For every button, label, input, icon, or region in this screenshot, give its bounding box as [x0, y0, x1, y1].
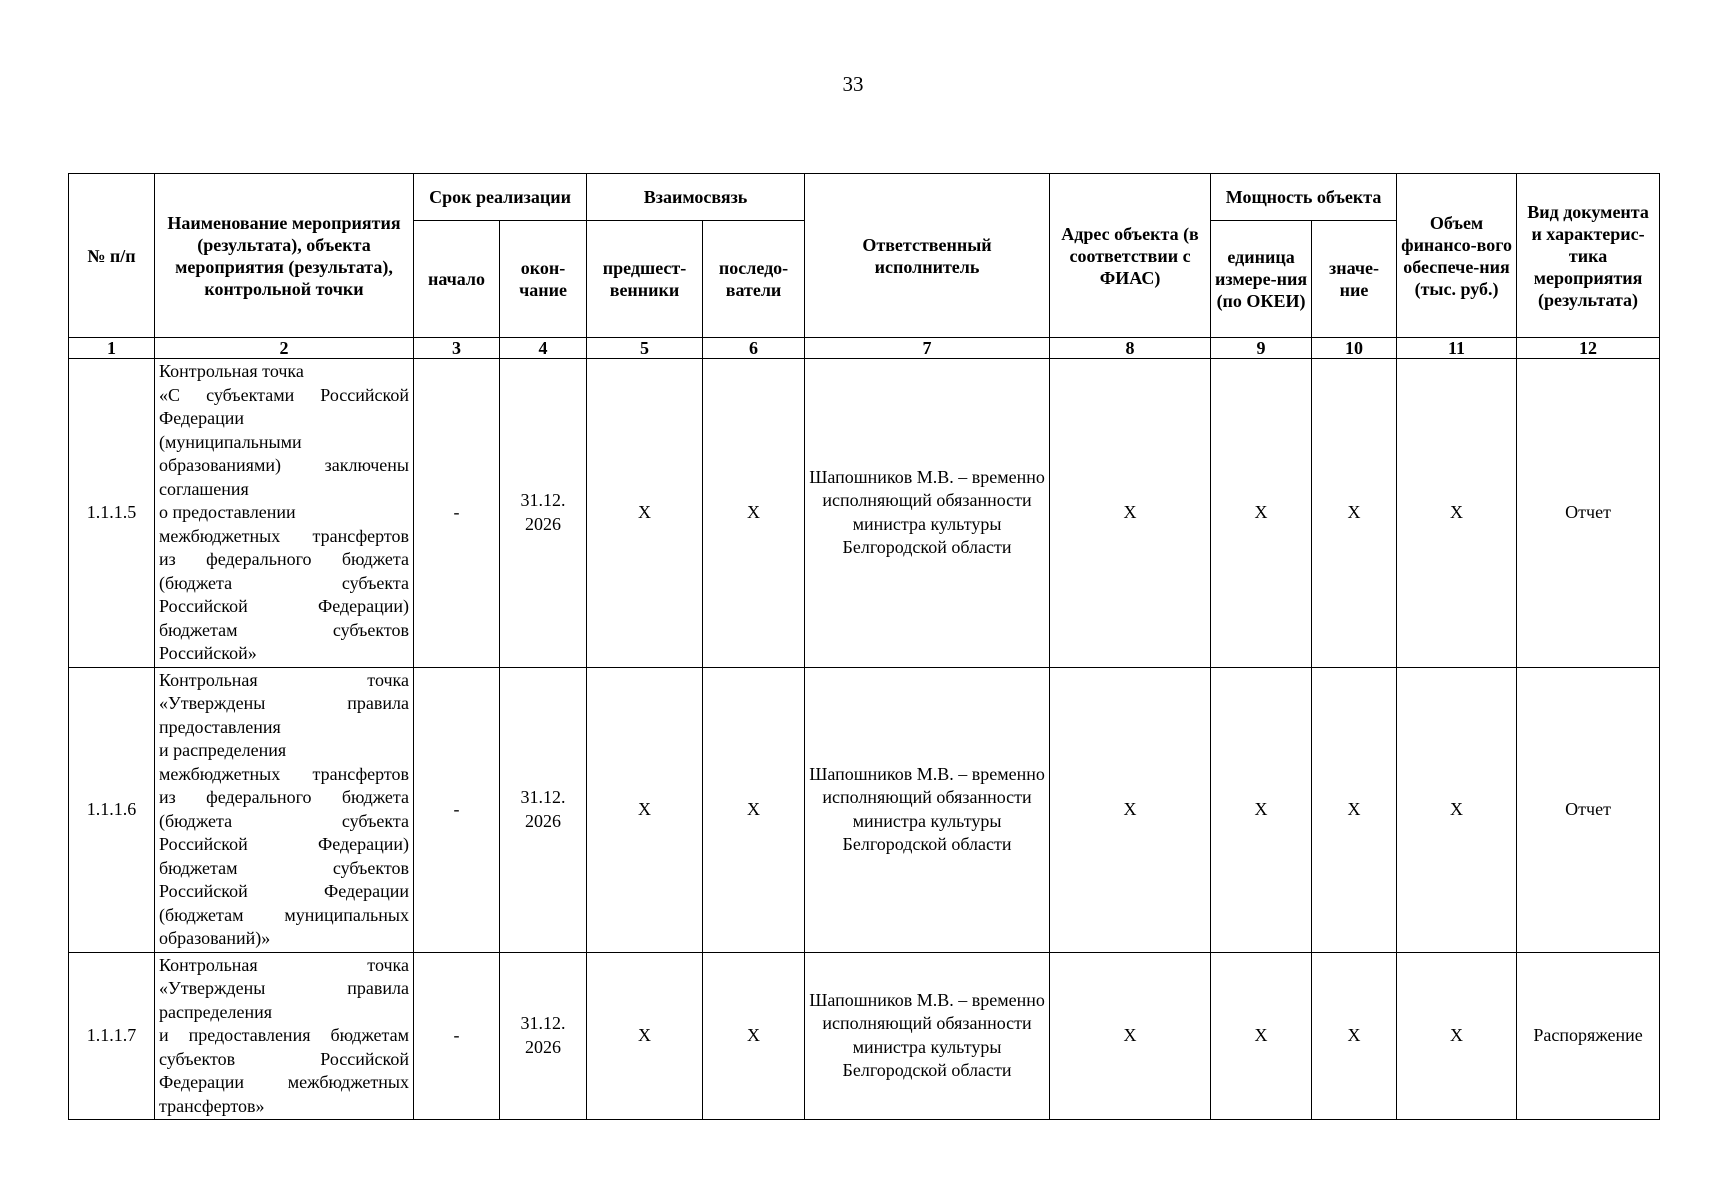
column-number: 1 [69, 338, 155, 359]
header-capacity: Мощность объекта [1211, 174, 1397, 221]
activity-name-line: образованиями) заключены [159, 455, 409, 475]
column-number: 10 [1312, 338, 1397, 359]
activity-name-line: (бюджетам муниципальных [159, 904, 409, 925]
unit: X [1211, 952, 1312, 1120]
header-responsible: Ответственный исполнитель [805, 174, 1050, 338]
responsible: Шапошников М.В. – временно исполняющий обязанности министра культуры Белгородской области [805, 359, 1050, 668]
column-numbers-row [69, 338, 1660, 359]
header-period-start: начало [414, 221, 500, 338]
page-number: 33 [842, 72, 864, 96]
column-number: 3 [414, 338, 500, 359]
activity-name-line: межбюджетных трансфертов [159, 525, 409, 546]
table-row [69, 667, 1660, 952]
column-number: 4 [500, 338, 587, 359]
activity-name-line: субъектов Российской [159, 1048, 409, 1069]
activity-name-line: Российской Федерации) [159, 596, 409, 616]
activity-name-line: соглашения [159, 478, 249, 499]
end-date: 31.12. 2026 [500, 952, 587, 1120]
activity-name-line: «С субъектами Российской [159, 384, 409, 405]
activity-name-line: образований)» [159, 928, 271, 948]
column-number: 6 [703, 338, 805, 359]
activity-name-line: Контрольная точка [159, 361, 304, 381]
activity-name-line: из федерального бюджета [159, 549, 409, 569]
activity-name-line: Федерации межбюджетных [159, 1072, 409, 1092]
header-no: № п/п [69, 174, 155, 338]
responsible: Шапошников М.В. – временно исполняющий обязанности министра культуры Белгородской области [805, 952, 1050, 1120]
activity-name-line: (бюджета субъекта [159, 810, 409, 831]
activity-name-line: трансфертов» [159, 1095, 265, 1116]
finance: X [1397, 952, 1517, 1120]
predecessors: X [587, 359, 703, 668]
start-date: - [414, 359, 500, 668]
doc-type: Отчет [1517, 667, 1660, 952]
header-address: Адрес объекта (в соответствии с ФИАС) [1050, 174, 1211, 338]
activity-plan-table [68, 173, 1660, 1120]
predecessors: X [587, 952, 703, 1120]
activity-name-line: Российской Федерации) [159, 834, 409, 854]
finance: X [1397, 667, 1517, 952]
column-number: 11 [1397, 338, 1517, 359]
address: X [1050, 952, 1211, 1120]
end-date: 31.12. 2026 [500, 667, 587, 952]
activity-name [155, 667, 414, 952]
activity-name [155, 952, 414, 1120]
activity-name-line: Федерации [159, 408, 245, 428]
value: X [1312, 952, 1397, 1120]
activity-name-line: из федерального бюджета [159, 787, 409, 807]
header-period-end: окон-чание [500, 221, 587, 338]
activity-name-line: «Утверждены правила [159, 978, 409, 998]
doc-type: Распоряжение [1517, 952, 1660, 1120]
header-value: значе-ние [1312, 221, 1397, 338]
unit: X [1211, 667, 1312, 952]
header-successors: последо-ватели [703, 221, 805, 338]
successors: X [703, 359, 805, 668]
header-unit: единица измере-ния (по ОКЕИ) [1211, 221, 1312, 338]
header-relation: Взаимосвязь [587, 174, 805, 221]
finance: X [1397, 359, 1517, 668]
row-number: 1.1.1.5 [69, 359, 155, 668]
activity-name-line: «Утверждены правила [159, 693, 409, 713]
header-finance: Объем финансо-вого обеспече-ния (тыс. руб.) [1397, 174, 1517, 338]
activity-name-line: Российской» [159, 643, 257, 663]
doc-type: Отчет [1517, 359, 1660, 668]
header-doc-type: Вид документа и характерис-тика мероприятия (результата) [1517, 174, 1660, 338]
activity-name-line: бюджетам субъектов [159, 619, 409, 640]
column-number: 12 [1517, 338, 1660, 359]
responsible: Шапошников М.В. – временно исполняющий обязанности министра культуры Белгородской области [805, 667, 1050, 952]
activity-name-line: Российской Федерации [159, 881, 409, 901]
activity-name-line: о предоставлении [159, 502, 296, 522]
unit: X [1211, 359, 1312, 668]
predecessors: X [587, 667, 703, 952]
activity-name-line: Контрольная точка [159, 954, 409, 975]
table-row [69, 952, 1660, 1120]
activity-name-line: и предоставления бюджетам [159, 1025, 409, 1045]
header-period: Срок реализации [414, 174, 587, 221]
table-row [69, 359, 1660, 668]
end-date: 31.12. 2026 [500, 359, 587, 668]
column-number: 2 [155, 338, 414, 359]
activity-name-line: Контрольная точка [159, 669, 409, 690]
start-date: - [414, 952, 500, 1120]
column-number: 9 [1211, 338, 1312, 359]
activity-name-line: предоставления [159, 716, 281, 737]
value: X [1312, 667, 1397, 952]
address: X [1050, 359, 1211, 668]
address: X [1050, 667, 1211, 952]
activity-name-line: (муниципальными [159, 431, 302, 452]
activity-name-line: (бюджета субъекта [159, 572, 409, 593]
successors: X [703, 667, 805, 952]
start-date: - [414, 667, 500, 952]
activity-name [155, 359, 414, 668]
value: X [1312, 359, 1397, 668]
column-number: 5 [587, 338, 703, 359]
activity-name-line: распределения [159, 1001, 273, 1022]
row-number: 1.1.1.7 [69, 952, 155, 1120]
successors: X [703, 952, 805, 1120]
header-name: Наименование мероприятия (результата), объекта мероприятия (результата), контрольной точки [155, 174, 414, 338]
column-number: 8 [1050, 338, 1211, 359]
column-number: 7 [805, 338, 1050, 359]
header-predecessors: предшест-венники [587, 221, 703, 338]
activity-name-line: межбюджетных трансфертов [159, 763, 409, 784]
activity-name-line: бюджетам субъектов [159, 857, 409, 878]
activity-name-line: и распределения [159, 740, 287, 760]
row-number: 1.1.1.6 [69, 667, 155, 952]
